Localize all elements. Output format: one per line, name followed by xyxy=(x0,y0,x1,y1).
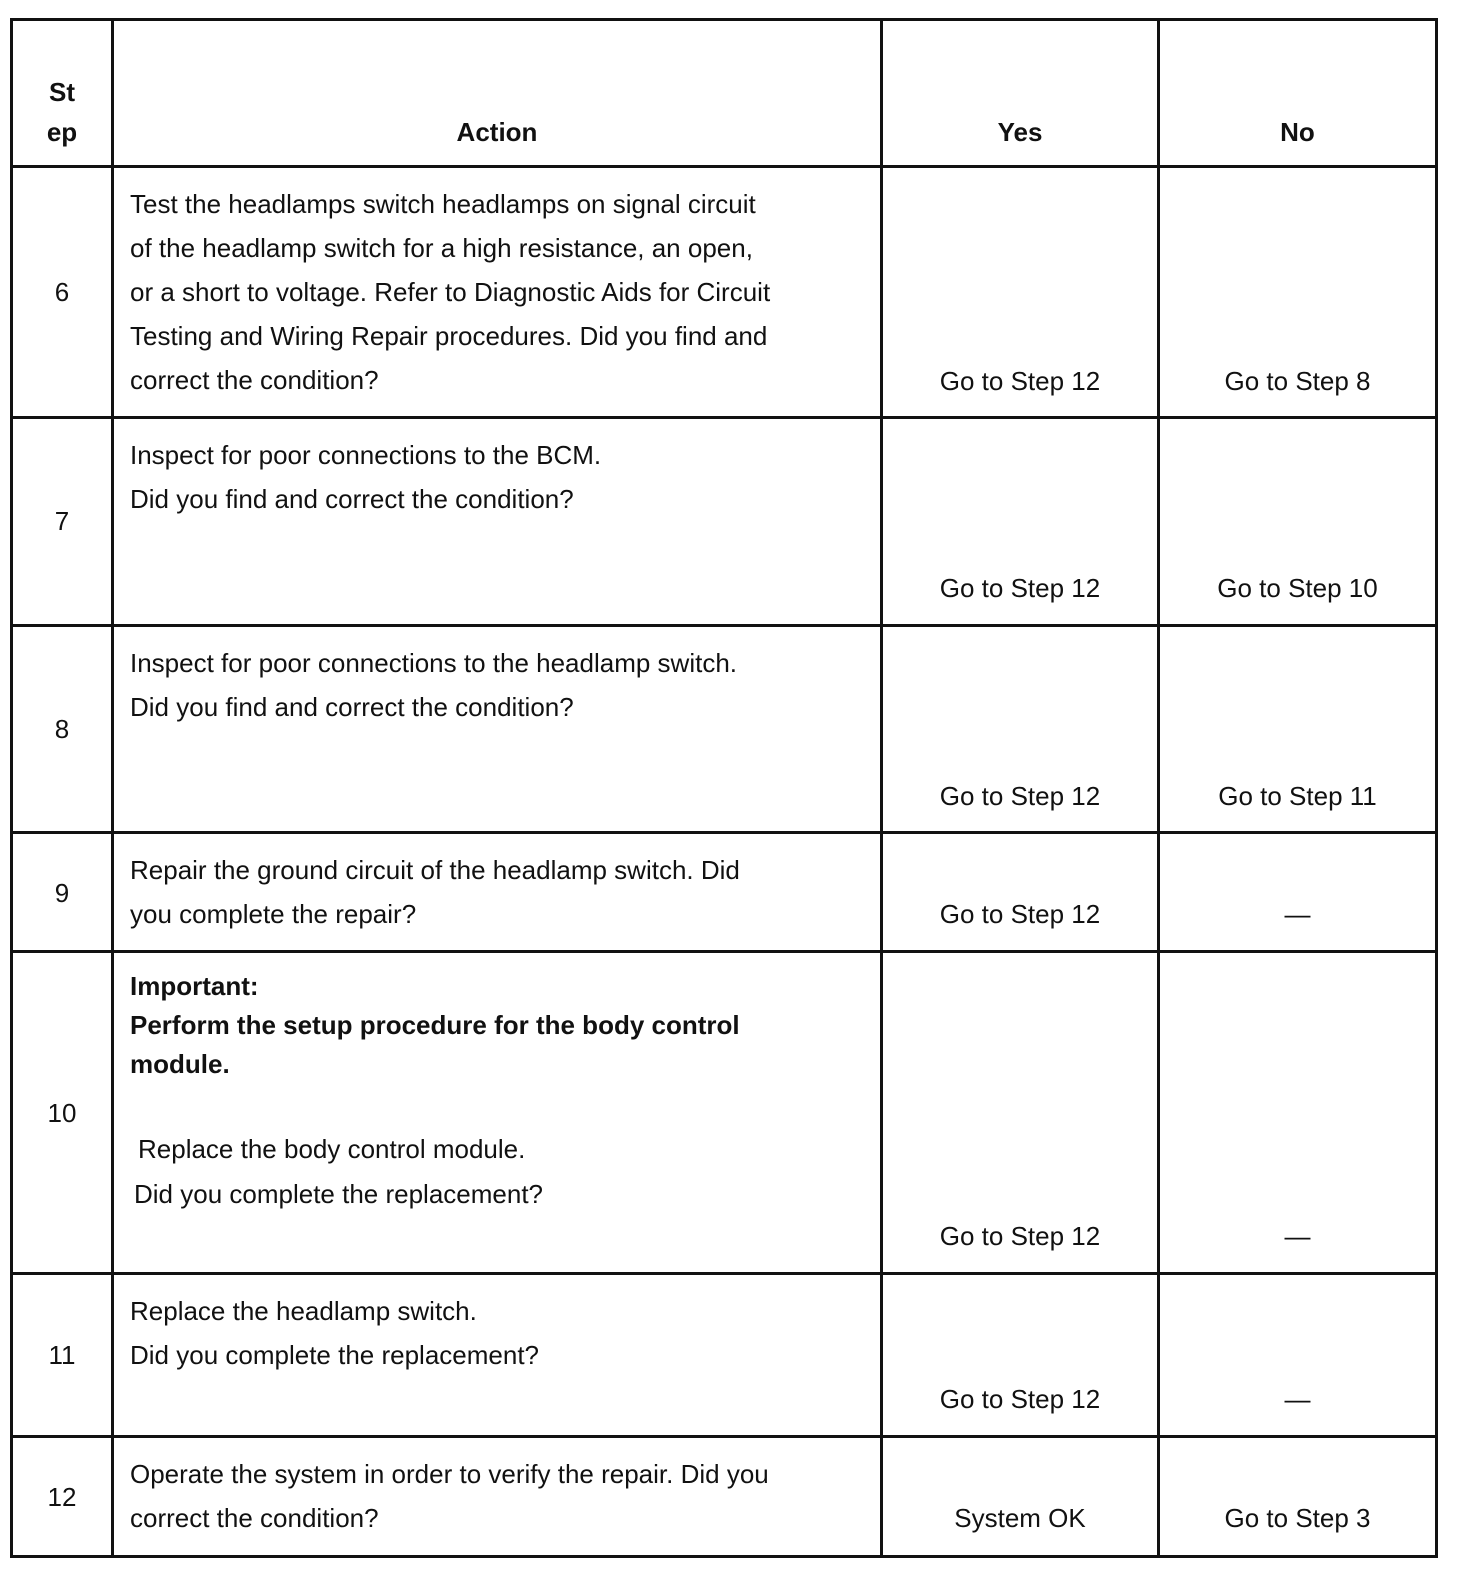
step-number: 7 xyxy=(54,506,70,536)
step-number: 12 xyxy=(47,1482,77,1512)
no-result: Go to Step 3 xyxy=(1224,1503,1371,1533)
no-cell xyxy=(1157,165,1438,416)
no-cell xyxy=(1157,416,1438,624)
table-row xyxy=(10,1435,1438,1558)
important-label: Important: xyxy=(130,971,259,1001)
no-result: — xyxy=(1284,1221,1311,1251)
yes-cell xyxy=(880,624,1157,831)
no-cell xyxy=(1157,950,1438,1272)
action-line: Replace the body control module. xyxy=(138,1134,526,1164)
no-result: Go to Step 8 xyxy=(1224,366,1371,396)
step-cell xyxy=(10,165,111,416)
action-line: or a short to voltage. Refer to Diagnostic Aids for Circuit xyxy=(130,277,771,307)
action-cell xyxy=(111,950,880,1272)
table-row xyxy=(10,416,1438,624)
header-step-line1: St xyxy=(49,77,75,107)
header-no-cell xyxy=(1157,18,1438,165)
action-line: Inspect for poor connections to the headlamp switch. xyxy=(130,648,738,678)
action-cell xyxy=(111,1435,880,1558)
table-row xyxy=(10,624,1438,831)
step-cell xyxy=(10,1435,111,1558)
yes-result: Go to Step 12 xyxy=(939,899,1101,929)
table-row xyxy=(10,950,1438,1272)
action-cell xyxy=(111,624,880,831)
action-cell xyxy=(111,165,880,416)
step-cell xyxy=(10,624,111,831)
action-line: Replace the headlamp switch. xyxy=(130,1296,477,1326)
important-text: Perform the setup procedure for the body control xyxy=(130,1010,740,1040)
step-number: 11 xyxy=(48,1340,76,1370)
yes-cell xyxy=(880,1435,1157,1558)
table-row xyxy=(10,831,1438,950)
yes-result: Go to Step 12 xyxy=(939,573,1101,603)
yes-cell xyxy=(880,1272,1157,1435)
action-line: Operate the system in order to verify the repair. Did you xyxy=(130,1459,769,1489)
yes-cell xyxy=(880,831,1157,950)
no-cell xyxy=(1157,624,1438,831)
yes-result: Go to Step 12 xyxy=(939,781,1101,811)
yes-cell xyxy=(880,416,1157,624)
yes-result: Go to Step 12 xyxy=(939,366,1101,396)
no-result: — xyxy=(1284,1384,1311,1414)
yes-result: System OK xyxy=(954,1503,1086,1533)
yes-cell xyxy=(880,950,1157,1272)
action-cell xyxy=(111,416,880,624)
header-yes: Yes xyxy=(997,117,1043,147)
step-number: 9 xyxy=(54,878,70,908)
action-line: of the headlamp switch for a high resistance, an open, xyxy=(130,233,753,263)
step-cell xyxy=(10,831,111,950)
no-cell xyxy=(1157,831,1438,950)
step-number: 10 xyxy=(47,1098,77,1128)
header-step-line2: ep xyxy=(46,117,78,147)
yes-result: Go to Step 12 xyxy=(939,1384,1101,1414)
step-cell xyxy=(10,416,111,624)
header-yes-cell xyxy=(880,18,1157,165)
action-line: Testing and Wiring Repair procedures. Did you find and xyxy=(130,321,768,351)
important-text: module. xyxy=(130,1049,230,1079)
header-action: Action xyxy=(456,117,538,147)
table-row xyxy=(10,165,1438,416)
diagnostic-table xyxy=(10,18,1438,1558)
no-result: Go to Step 11 xyxy=(1218,781,1377,811)
action-line: correct the condition? xyxy=(130,1503,379,1533)
yes-result: Go to Step 12 xyxy=(939,1221,1101,1251)
action-line: Did you complete the replacement? xyxy=(134,1179,544,1209)
action-cell xyxy=(111,1272,880,1435)
no-cell xyxy=(1157,1272,1438,1435)
step-cell xyxy=(10,1272,111,1435)
yes-cell xyxy=(880,165,1157,416)
table-row xyxy=(10,1272,1438,1435)
no-result: — xyxy=(1284,899,1311,929)
action-line: you complete the repair? xyxy=(130,899,417,929)
action-line: Test the headlamps switch headlamps on signal circuit xyxy=(130,189,756,219)
action-line: correct the condition? xyxy=(130,365,379,395)
header-no: No xyxy=(1280,117,1315,147)
action-line: Did you find and correct the condition? xyxy=(130,484,574,514)
action-line: Repair the ground circuit of the headlamp switch. Did xyxy=(130,855,740,885)
action-line: Inspect for poor connections to the BCM. xyxy=(130,440,602,470)
header-action-cell xyxy=(111,18,880,165)
step-number: 8 xyxy=(54,714,70,744)
action-cell xyxy=(111,831,880,950)
action-line: Did you complete the replacement? xyxy=(130,1340,540,1370)
step-number: 6 xyxy=(54,277,70,307)
no-result: Go to Step 10 xyxy=(1217,573,1378,603)
header-row xyxy=(10,18,1438,165)
action-line: Did you find and correct the condition? xyxy=(130,692,574,722)
no-cell xyxy=(1157,1435,1438,1558)
step-cell xyxy=(10,950,111,1272)
header-step-cell xyxy=(10,18,111,165)
